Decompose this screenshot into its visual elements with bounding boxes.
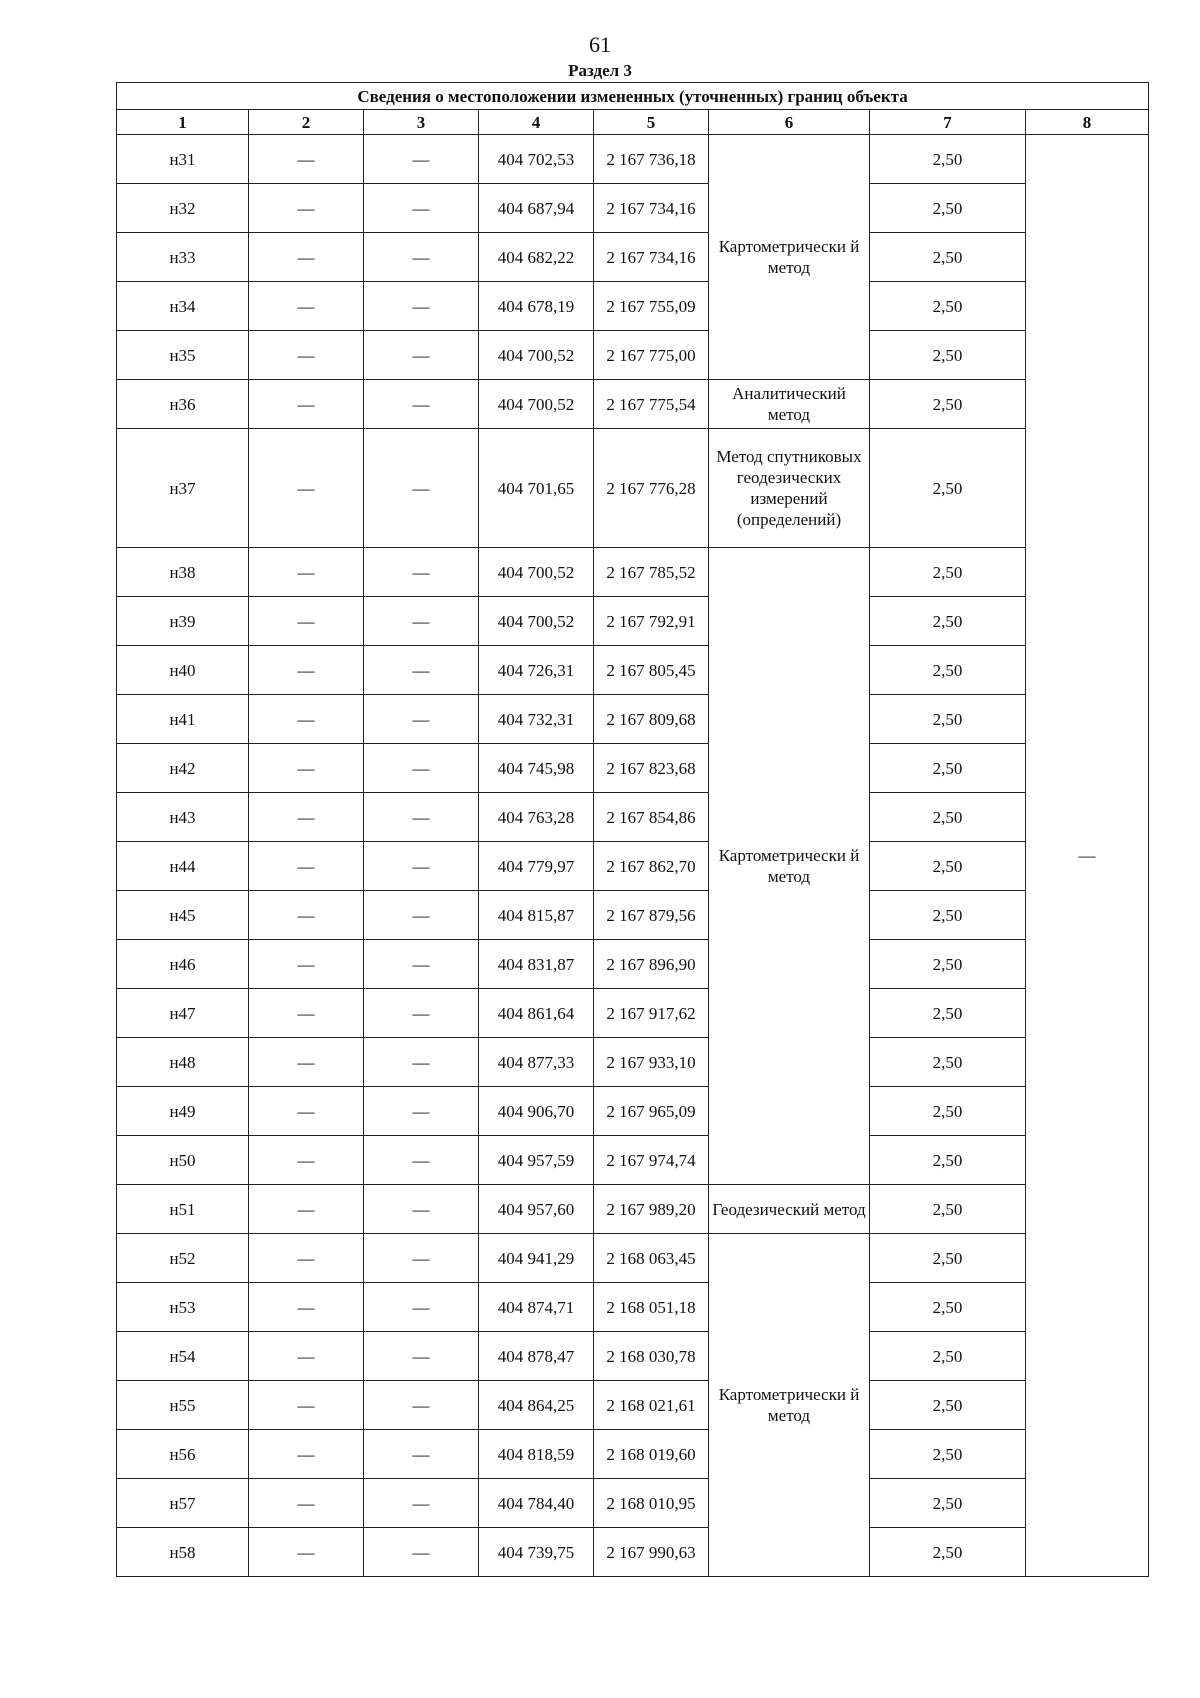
column-3-value: —	[364, 331, 479, 380]
x-coordinate: 404 700,52	[479, 380, 594, 429]
point-name: н57	[117, 1479, 249, 1528]
x-coordinate: 404 861,64	[479, 989, 594, 1038]
table-row	[117, 1087, 1149, 1136]
column-header: 7	[870, 110, 1026, 135]
column-3-value: —	[364, 744, 479, 793]
point-name: н53	[117, 1283, 249, 1332]
column-3-value: —	[364, 695, 479, 744]
table-row	[117, 1528, 1149, 1577]
x-coordinate: 404 763,28	[479, 793, 594, 842]
y-coordinate: 2 167 736,18	[594, 135, 709, 184]
point-name: н46	[117, 940, 249, 989]
accuracy-value: 2,50	[870, 1234, 1026, 1283]
column-2-value: —	[249, 548, 364, 597]
point-name: н36	[117, 380, 249, 429]
accuracy-value: 2,50	[870, 842, 1026, 891]
column-2-value: —	[249, 597, 364, 646]
column-3-value: —	[364, 793, 479, 842]
y-coordinate: 2 167 823,68	[594, 744, 709, 793]
accuracy-value: 2,50	[870, 1381, 1026, 1430]
y-coordinate: 2 168 021,61	[594, 1381, 709, 1430]
column-2-value: —	[249, 989, 364, 1038]
column-2-value: —	[249, 1038, 364, 1087]
point-name: н55	[117, 1381, 249, 1430]
accuracy-value: 2,50	[870, 1332, 1026, 1381]
x-coordinate: 404 831,87	[479, 940, 594, 989]
column-8-value: —	[1026, 135, 1149, 1577]
point-name: н58	[117, 1528, 249, 1577]
column-3-value: —	[364, 548, 479, 597]
column-2-value: —	[249, 1283, 364, 1332]
column-header: 1	[117, 110, 249, 135]
accuracy-value: 2,50	[870, 331, 1026, 380]
table-row	[117, 940, 1149, 989]
column-header: 5	[594, 110, 709, 135]
table-row	[117, 184, 1149, 233]
column-3-value: —	[364, 842, 479, 891]
method-cell: Картометрически й метод	[709, 548, 870, 1185]
column-3-value: —	[364, 1087, 479, 1136]
table-row	[117, 282, 1149, 331]
point-name: н50	[117, 1136, 249, 1185]
accuracy-value: 2,50	[870, 135, 1026, 184]
y-coordinate: 2 167 775,00	[594, 331, 709, 380]
x-coordinate: 404 700,52	[479, 331, 594, 380]
x-coordinate: 404 678,19	[479, 282, 594, 331]
accuracy-value: 2,50	[870, 429, 1026, 548]
point-name: н42	[117, 744, 249, 793]
column-2-value: —	[249, 940, 364, 989]
table-row	[117, 429, 1149, 548]
accuracy-value: 2,50	[870, 380, 1026, 429]
x-coordinate: 404 874,71	[479, 1283, 594, 1332]
accuracy-value: 2,50	[870, 695, 1026, 744]
y-coordinate: 2 167 989,20	[594, 1185, 709, 1234]
column-2-value: —	[249, 1087, 364, 1136]
page-number: 61	[589, 32, 611, 57]
accuracy-value: 2,50	[870, 891, 1026, 940]
y-coordinate: 2 167 805,45	[594, 646, 709, 695]
x-coordinate: 404 732,31	[479, 695, 594, 744]
accuracy-value: 2,50	[870, 184, 1026, 233]
table-row	[117, 1479, 1149, 1528]
x-coordinate: 404 700,52	[479, 548, 594, 597]
column-header: 3	[364, 110, 479, 135]
x-coordinate: 404 682,22	[479, 233, 594, 282]
point-name: н51	[117, 1185, 249, 1234]
accuracy-value: 2,50	[870, 282, 1026, 331]
column-3-value: —	[364, 380, 479, 429]
accuracy-value: 2,50	[870, 744, 1026, 793]
table-row	[117, 1283, 1149, 1332]
y-coordinate: 2 167 755,09	[594, 282, 709, 331]
x-coordinate: 404 739,75	[479, 1528, 594, 1577]
accuracy-value: 2,50	[870, 989, 1026, 1038]
column-2-value: —	[249, 429, 364, 548]
x-coordinate: 404 702,53	[479, 135, 594, 184]
point-name: н48	[117, 1038, 249, 1087]
table-row	[117, 695, 1149, 744]
y-coordinate: 2 167 775,54	[594, 380, 709, 429]
accuracy-value: 2,50	[870, 793, 1026, 842]
point-name: н31	[117, 135, 249, 184]
column-header: 8	[1026, 110, 1149, 135]
column-3-value: —	[364, 646, 479, 695]
y-coordinate: 2 168 063,45	[594, 1234, 709, 1283]
point-name: н39	[117, 597, 249, 646]
column-2-value: —	[249, 1185, 364, 1234]
x-coordinate: 404 877,33	[479, 1038, 594, 1087]
section-title: Раздел 3	[568, 61, 632, 80]
accuracy-value: 2,50	[870, 646, 1026, 695]
x-coordinate: 404 818,59	[479, 1430, 594, 1479]
coordinates-table	[116, 82, 1149, 1577]
y-coordinate: 2 168 019,60	[594, 1430, 709, 1479]
y-coordinate: 2 167 965,09	[594, 1087, 709, 1136]
column-3-value: —	[364, 597, 479, 646]
table-row	[117, 646, 1149, 695]
table-row	[117, 842, 1149, 891]
table-row	[117, 380, 1149, 429]
column-2-value: —	[249, 135, 364, 184]
x-coordinate: 404 906,70	[479, 1087, 594, 1136]
x-coordinate: 404 745,98	[479, 744, 594, 793]
column-2-value: —	[249, 1430, 364, 1479]
y-coordinate: 2 167 896,90	[594, 940, 709, 989]
column-2-value: —	[249, 233, 364, 282]
column-3-value: —	[364, 1136, 479, 1185]
x-coordinate: 404 941,29	[479, 1234, 594, 1283]
point-name: н37	[117, 429, 249, 548]
column-2-value: —	[249, 380, 364, 429]
method-cell: Геодезический метод	[709, 1185, 870, 1234]
point-name: н44	[117, 842, 249, 891]
table-row	[117, 331, 1149, 380]
accuracy-value: 2,50	[870, 1038, 1026, 1087]
column-2-value: —	[249, 1528, 364, 1577]
column-3-value: —	[364, 1283, 479, 1332]
point-name: н41	[117, 695, 249, 744]
accuracy-value: 2,50	[870, 548, 1026, 597]
x-coordinate: 404 784,40	[479, 1479, 594, 1528]
table-row	[117, 1136, 1149, 1185]
accuracy-value: 2,50	[870, 597, 1026, 646]
column-2-value: —	[249, 184, 364, 233]
column-2-value: —	[249, 1479, 364, 1528]
column-3-value: —	[364, 429, 479, 548]
column-2-value: —	[249, 793, 364, 842]
column-header: 2	[249, 110, 364, 135]
column-2-value: —	[249, 1234, 364, 1283]
column-header: 4	[479, 110, 594, 135]
point-name: н56	[117, 1430, 249, 1479]
point-name: н33	[117, 233, 249, 282]
column-number-row	[117, 110, 1149, 135]
table-row	[117, 1234, 1149, 1283]
x-coordinate: 404 815,87	[479, 891, 594, 940]
x-coordinate: 404 700,52	[479, 597, 594, 646]
point-name: н45	[117, 891, 249, 940]
table-row	[117, 1038, 1149, 1087]
table-row	[117, 793, 1149, 842]
method-cell: Картометрически й метод	[709, 1234, 870, 1577]
y-coordinate: 2 167 974,74	[594, 1136, 709, 1185]
x-coordinate: 404 878,47	[479, 1332, 594, 1381]
column-3-value: —	[364, 1038, 479, 1087]
point-name: н54	[117, 1332, 249, 1381]
y-coordinate: 2 168 030,78	[594, 1332, 709, 1381]
column-2-value: —	[249, 842, 364, 891]
y-coordinate: 2 167 862,70	[594, 842, 709, 891]
x-coordinate: 404 701,65	[479, 429, 594, 548]
y-coordinate: 2 167 734,16	[594, 233, 709, 282]
column-header: 6	[709, 110, 870, 135]
y-coordinate: 2 167 809,68	[594, 695, 709, 744]
point-name: н43	[117, 793, 249, 842]
column-2-value: —	[249, 646, 364, 695]
column-3-value: —	[364, 135, 479, 184]
x-coordinate: 404 957,59	[479, 1136, 594, 1185]
point-name: н47	[117, 989, 249, 1038]
method-cell: Аналитический метод	[709, 380, 870, 429]
method-cell: Метод спутниковых геодезических измерений (определений)	[709, 429, 870, 548]
x-coordinate: 404 726,31	[479, 646, 594, 695]
column-2-value: —	[249, 891, 364, 940]
column-2-value: —	[249, 1136, 364, 1185]
point-name: н38	[117, 548, 249, 597]
accuracy-value: 2,50	[870, 233, 1026, 282]
point-name: н40	[117, 646, 249, 695]
accuracy-value: 2,50	[870, 1283, 1026, 1332]
column-3-value: —	[364, 233, 479, 282]
column-3-value: —	[364, 940, 479, 989]
accuracy-value: 2,50	[870, 1136, 1026, 1185]
y-coordinate: 2 167 785,52	[594, 548, 709, 597]
x-coordinate: 404 779,97	[479, 842, 594, 891]
column-3-value: —	[364, 184, 479, 233]
column-3-value: —	[364, 1381, 479, 1430]
point-name: н49	[117, 1087, 249, 1136]
column-3-value: —	[364, 1185, 479, 1234]
column-3-value: —	[364, 1332, 479, 1381]
y-coordinate: 2 167 933,10	[594, 1038, 709, 1087]
table-row	[117, 1430, 1149, 1479]
column-2-value: —	[249, 331, 364, 380]
accuracy-value: 2,50	[870, 940, 1026, 989]
point-name: н52	[117, 1234, 249, 1283]
point-name: н32	[117, 184, 249, 233]
column-3-value: —	[364, 1479, 479, 1528]
accuracy-value: 2,50	[870, 1430, 1026, 1479]
table-row	[117, 891, 1149, 940]
column-3-value: —	[364, 282, 479, 331]
table-row	[117, 989, 1149, 1038]
y-coordinate: 2 167 776,28	[594, 429, 709, 548]
column-3-value: —	[364, 1430, 479, 1479]
y-coordinate: 2 167 792,91	[594, 597, 709, 646]
y-coordinate: 2 167 879,56	[594, 891, 709, 940]
table-row	[117, 1185, 1149, 1234]
accuracy-value: 2,50	[870, 1528, 1026, 1577]
column-2-value: —	[249, 695, 364, 744]
table-row	[117, 135, 1149, 184]
accuracy-value: 2,50	[870, 1479, 1026, 1528]
table-row	[117, 1332, 1149, 1381]
column-2-value: —	[249, 1332, 364, 1381]
column-3-value: —	[364, 989, 479, 1038]
column-3-value: —	[364, 891, 479, 940]
column-2-value: —	[249, 744, 364, 793]
table-caption: Сведения о местоположении измененных (уточненных) границ объекта	[117, 83, 1149, 110]
column-3-value: —	[364, 1528, 479, 1577]
x-coordinate: 404 864,25	[479, 1381, 594, 1430]
column-3-value: —	[364, 1234, 479, 1283]
column-2-value: —	[249, 1381, 364, 1430]
y-coordinate: 2 168 051,18	[594, 1283, 709, 1332]
table-row	[117, 744, 1149, 793]
y-coordinate: 2 167 917,62	[594, 989, 709, 1038]
accuracy-value: 2,50	[870, 1185, 1026, 1234]
x-coordinate: 404 687,94	[479, 184, 594, 233]
accuracy-value: 2,50	[870, 1087, 1026, 1136]
table-row	[117, 1381, 1149, 1430]
table-row	[117, 233, 1149, 282]
table-row	[117, 548, 1149, 597]
table-row	[117, 597, 1149, 646]
y-coordinate: 2 167 854,86	[594, 793, 709, 842]
point-name: н34	[117, 282, 249, 331]
method-cell: Картометрически й метод	[709, 135, 870, 380]
x-coordinate: 404 957,60	[479, 1185, 594, 1234]
y-coordinate: 2 167 990,63	[594, 1528, 709, 1577]
y-coordinate: 2 167 734,16	[594, 184, 709, 233]
point-name: н35	[117, 331, 249, 380]
column-2-value: —	[249, 282, 364, 331]
y-coordinate: 2 168 010,95	[594, 1479, 709, 1528]
